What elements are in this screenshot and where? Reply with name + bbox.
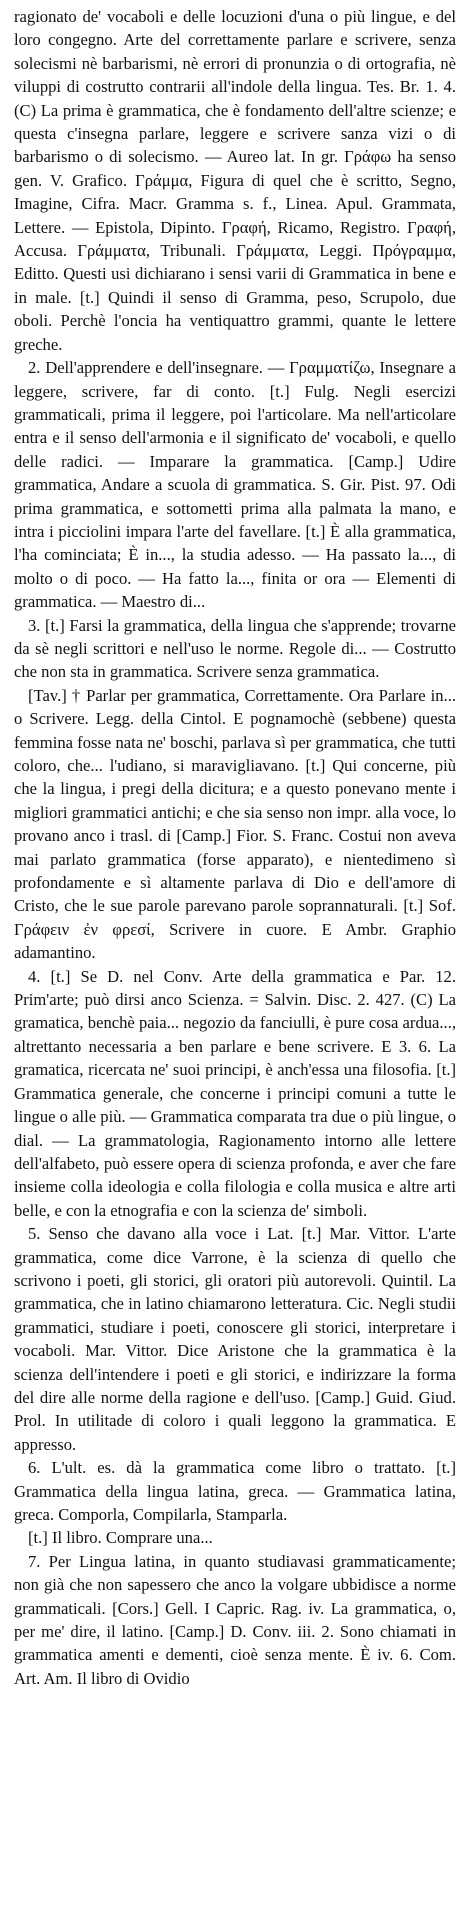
sense-7-paragraph: 7. Per Lingua latina, in quanto studiavasi grammaticamente; non già che non sapessero che anco la volgare ubbidisce a norme grammaticali. [Cors.] Gell. I Capric. Rag. iv. La grammatica, o, per me' dire, il latino. [Camp.] D. Conv. iii. 2. Sono chiamati in grammatica amenti e dementi, cioè senza mente. È iv. 6. Com. Art. Am. Il libro di Ovidio (14, 1551, 456, 1688)
sense-3-tav-paragraph: [Tav.] † Parlar per grammatica, Correttamente. Ora Parlare in... o Scrivere. Legg. della Cintol. E pognamochè (sebbene) questa femmina fosse nata ne' boschi, parlava sì per grammatica, che tutti coloro, che... l'udiano, si maravigliavano. [t.] Qui concerne, più che la lingua, i pregi della dicitura; e a questo ponevano mente i migliori grammatici antichi; e che sia senso non impr. alla voce, lo provano anco i trasl. di [Camp.] Fior. S. Franc. Costui non aveva mai parlato grammatica (forse apparato), e nientedimeno sì profondamente e sì altamente parlava di Dio e dell'amore di Cristo, che le sue parole parevano parole soprannaturali. [t.] Sof. Γράφειν ἐν φρεσί, Scrivere in cuore. E Ambr. Graphio adamantino. (14, 685, 456, 963)
sense-3-paragraph: 3. [t.] Farsi la grammatica, della lingua che s'apprende; trovarne da sè negli scrittori e nell'uso le norme. Regole di... — Costrutto che non sta in grammatica. Scrivere senza grammatica. (14, 615, 456, 682)
sense-6-paragraph: 6. L'ult. es. dà la grammatica come libro o trattato. [t.] Grammatica della lingua latina, greca. — Grammatica latina, greca. Comporla, Compilarla, Stamparla. (14, 1458, 456, 1524)
sense-6-libro-paragraph: [t.] Il libro. Comprare una... (28, 1528, 213, 1548)
entry-continuation-paragraph: ragionato de' vocaboli e delle locuzioni d'una o più lingue, e del loro congegno. Arte del correttamente parlare e scrivere, senza solecismi nè barbarismi, nè errori di pronunzia o di ortografia, nè viluppi di costrutto contrarii all'indole della lingua. Tes. Br. 1. 4. (C) La prima è grammatica, che è fondamento dell'altre scienze; e questa c'insegna parlare, leggere e scrivere sanza vizi o di barbarismo o di solecismo. — Aureo lat. In gr. Γράφω ha senso gen. V. Grafico. Γράμμα, Figura di quel che è scritto, Segno, Imagine, Cifra. Macr. Gramma s. f., Linea. Apul. Grammata, Lettere. — Epistola, Dipinto. Γραφή, Ricamo, Registro. Γραφή, Accusa. Γράμματα, Tribunali. Γράμματα, Leggi. Πρόγραμμα, Editto. Questi usi dichiarano i sensi varii di Grammatica in bene e in male. [t.] Quindi il senso di Gramma, peso, Scrupolo, due oboli. Perchè l'oncia ha ventiquattro grammi, quante le lettere greche. (14, 7, 456, 354)
sense-2-paragraph: 2. Dell'apprendere e dell'insegnare. — Γραμματίζω, Insegnare a leggere, scrivere, far di conto. [t.] Fulg. Negli esercizi grammaticali, prima il leggere, poi l'articolare. Ma nell'articolare entra e il senso dell'armonia e il significato de' vocaboli, e quello delle radici. — Imparare la grammatica. [Camp.] Udire grammatica, Andare a scuola di grammatica. S. Gir. Pist. 97. Odi prima grammatica, e sottometti prima alla palmata la mano, e intra i picciolini impara l'arte del favellare. [t.] È alla grammatica, l'ha cominciata; È in..., la studia adesso. — Ha passato la..., di molto o di poco. — Ha fatto la..., finita or ora — Elementi di grammatica. — Maestro di... (14, 358, 456, 612)
sense-4-paragraph: 4. [t.] Se D. nel Conv. Arte della grammatica e Par. 12. Prim'arte; può dirsi anco Scienza. = Salvin. Disc. 2. 427. (C) La gramatica, benchè paia... negozio da fanciulli, è pure cosa ardua..., altrettanto necessaria a ben parlare e bene scrivere. E 3. 6. La gramatica, ricercata ne' suoi principi, è anch'essa una filosofia. [t.] Grammatica generale, che concerne i principi comuni a tutte le lingue o alle più. — Grammatica comparata tra due o più lingue, o dial. — La grammatologia, Ragionamento intorno alle lettere dell'alfabeto, può essere opera di scienza profonda, e aver che fare insieme colla ideologia e colla filologia e colla musica e altre arti belle, e con la etnografia e con la scienza de' simboli. (14, 966, 456, 1220)
sense-5-paragraph: 5. Senso che davano alla voce i Lat. [t.] Mar. Vittor. L'arte grammatica, come dice Varrone, è la scienza di quello che scrivono i poeti, gli storici, gli oratori più autorevoli. Quintil. La grammatica, che in latino chiamarono letteratura. Cic. Negli studii grammatici, studiare i poeti, conoscere gli storici, interpretare i vocaboli. Mar. Vittor. Dice Aristone che la grammatica è la scienza dell'intendere i poeti e gli storici, e indirizzare la forma del dire alle norme della ragione e dell'uso. [Camp.] Guid. Giud. Prol. In utilitade di coloro i quali leggono la grammatica. E appresso. (14, 1224, 456, 1454)
